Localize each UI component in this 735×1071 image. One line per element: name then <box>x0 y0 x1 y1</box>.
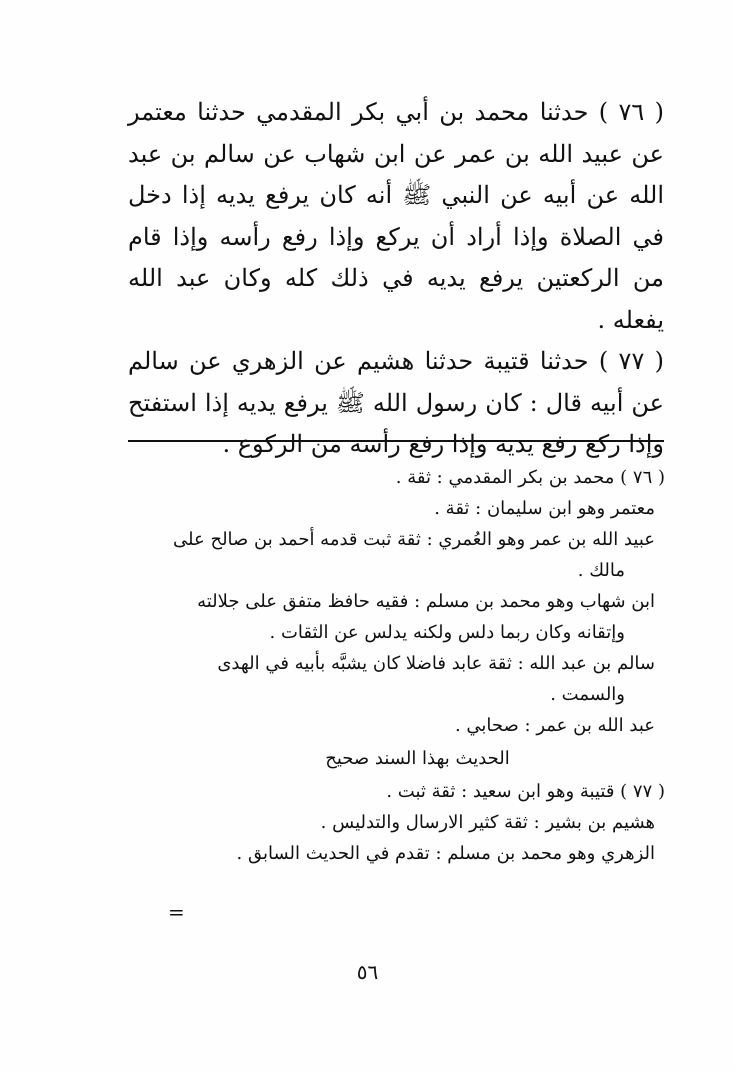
note-line: ( ٧٧ ) قتيبة وهو ابن سعيد : ثقة ثبت . <box>386 781 665 802</box>
note-line: والسمت . <box>550 684 625 705</box>
note-line: ابن شهاب وهو محمد بن مسلم : فقيه حافظ متفق على جلالته <box>197 591 655 612</box>
hadith-77: ( ٧٧ ) حدثنا قتيبة حدثنا هشيم عن الزهري عن سالم عن أبيه قال : كان رسول الله ﷺ يرفع يديه إذا استفتح وإذا ركع رفع يديه وإذا رفع رأسه من الركوع . <box>128 347 664 458</box>
continuation-mark: = <box>168 900 185 924</box>
note-line: مالك . <box>577 560 625 581</box>
footnote-divider <box>128 440 664 442</box>
main-text <box>128 92 664 466</box>
note-line: الزهري وهو محمد بن مسلم : تقدم في الحديث السابق . <box>236 843 655 864</box>
page-number: ٥٦ <box>356 960 379 984</box>
note-line: عبيد الله بن عمر وهو العُمري : ثقة ثبت قدمه أحمد بن صالح على <box>173 529 655 550</box>
isnad-verdict: الحديث بهذا السند صحيح <box>325 748 510 769</box>
note-line: سالم بن عبد الله : ثقة عابد فاضلا كان يشبَّه بأبيه في الهدى <box>217 653 655 674</box>
note-line: هشيم بن بشير : ثقة كثير الارسال والتدليس . <box>320 812 655 833</box>
note-line: ( ٧٦ ) محمد بن بكر المقدمي : ثقة . <box>395 467 665 488</box>
note-line: وإتقانه وكان ربما دلس ولكنه يدلس عن الثقات . <box>269 622 625 643</box>
footnotes <box>110 462 665 869</box>
note-line: معتمر وهو ابن سليمان : ثقة . <box>434 498 655 519</box>
note-line: عبد الله بن عمر : صحابي . <box>454 715 655 736</box>
hadith-76: ( ٧٦ ) حدثنا محمد بن أبي بكر المقدمي حدثنا معتمر عن عبيد الله بن عمر عن ابن شهاب عن سالم بن عبد الله عن أبيه عن النبي ﷺ أنه كان يرفع يديه إذا دخل في الصلاة وإذا أراد أن يركع وإذا رفع رأسه وإذا قام من الركعتين يرفع يديه في ذلك كله وكان عبد الله يفعله . <box>128 98 665 334</box>
